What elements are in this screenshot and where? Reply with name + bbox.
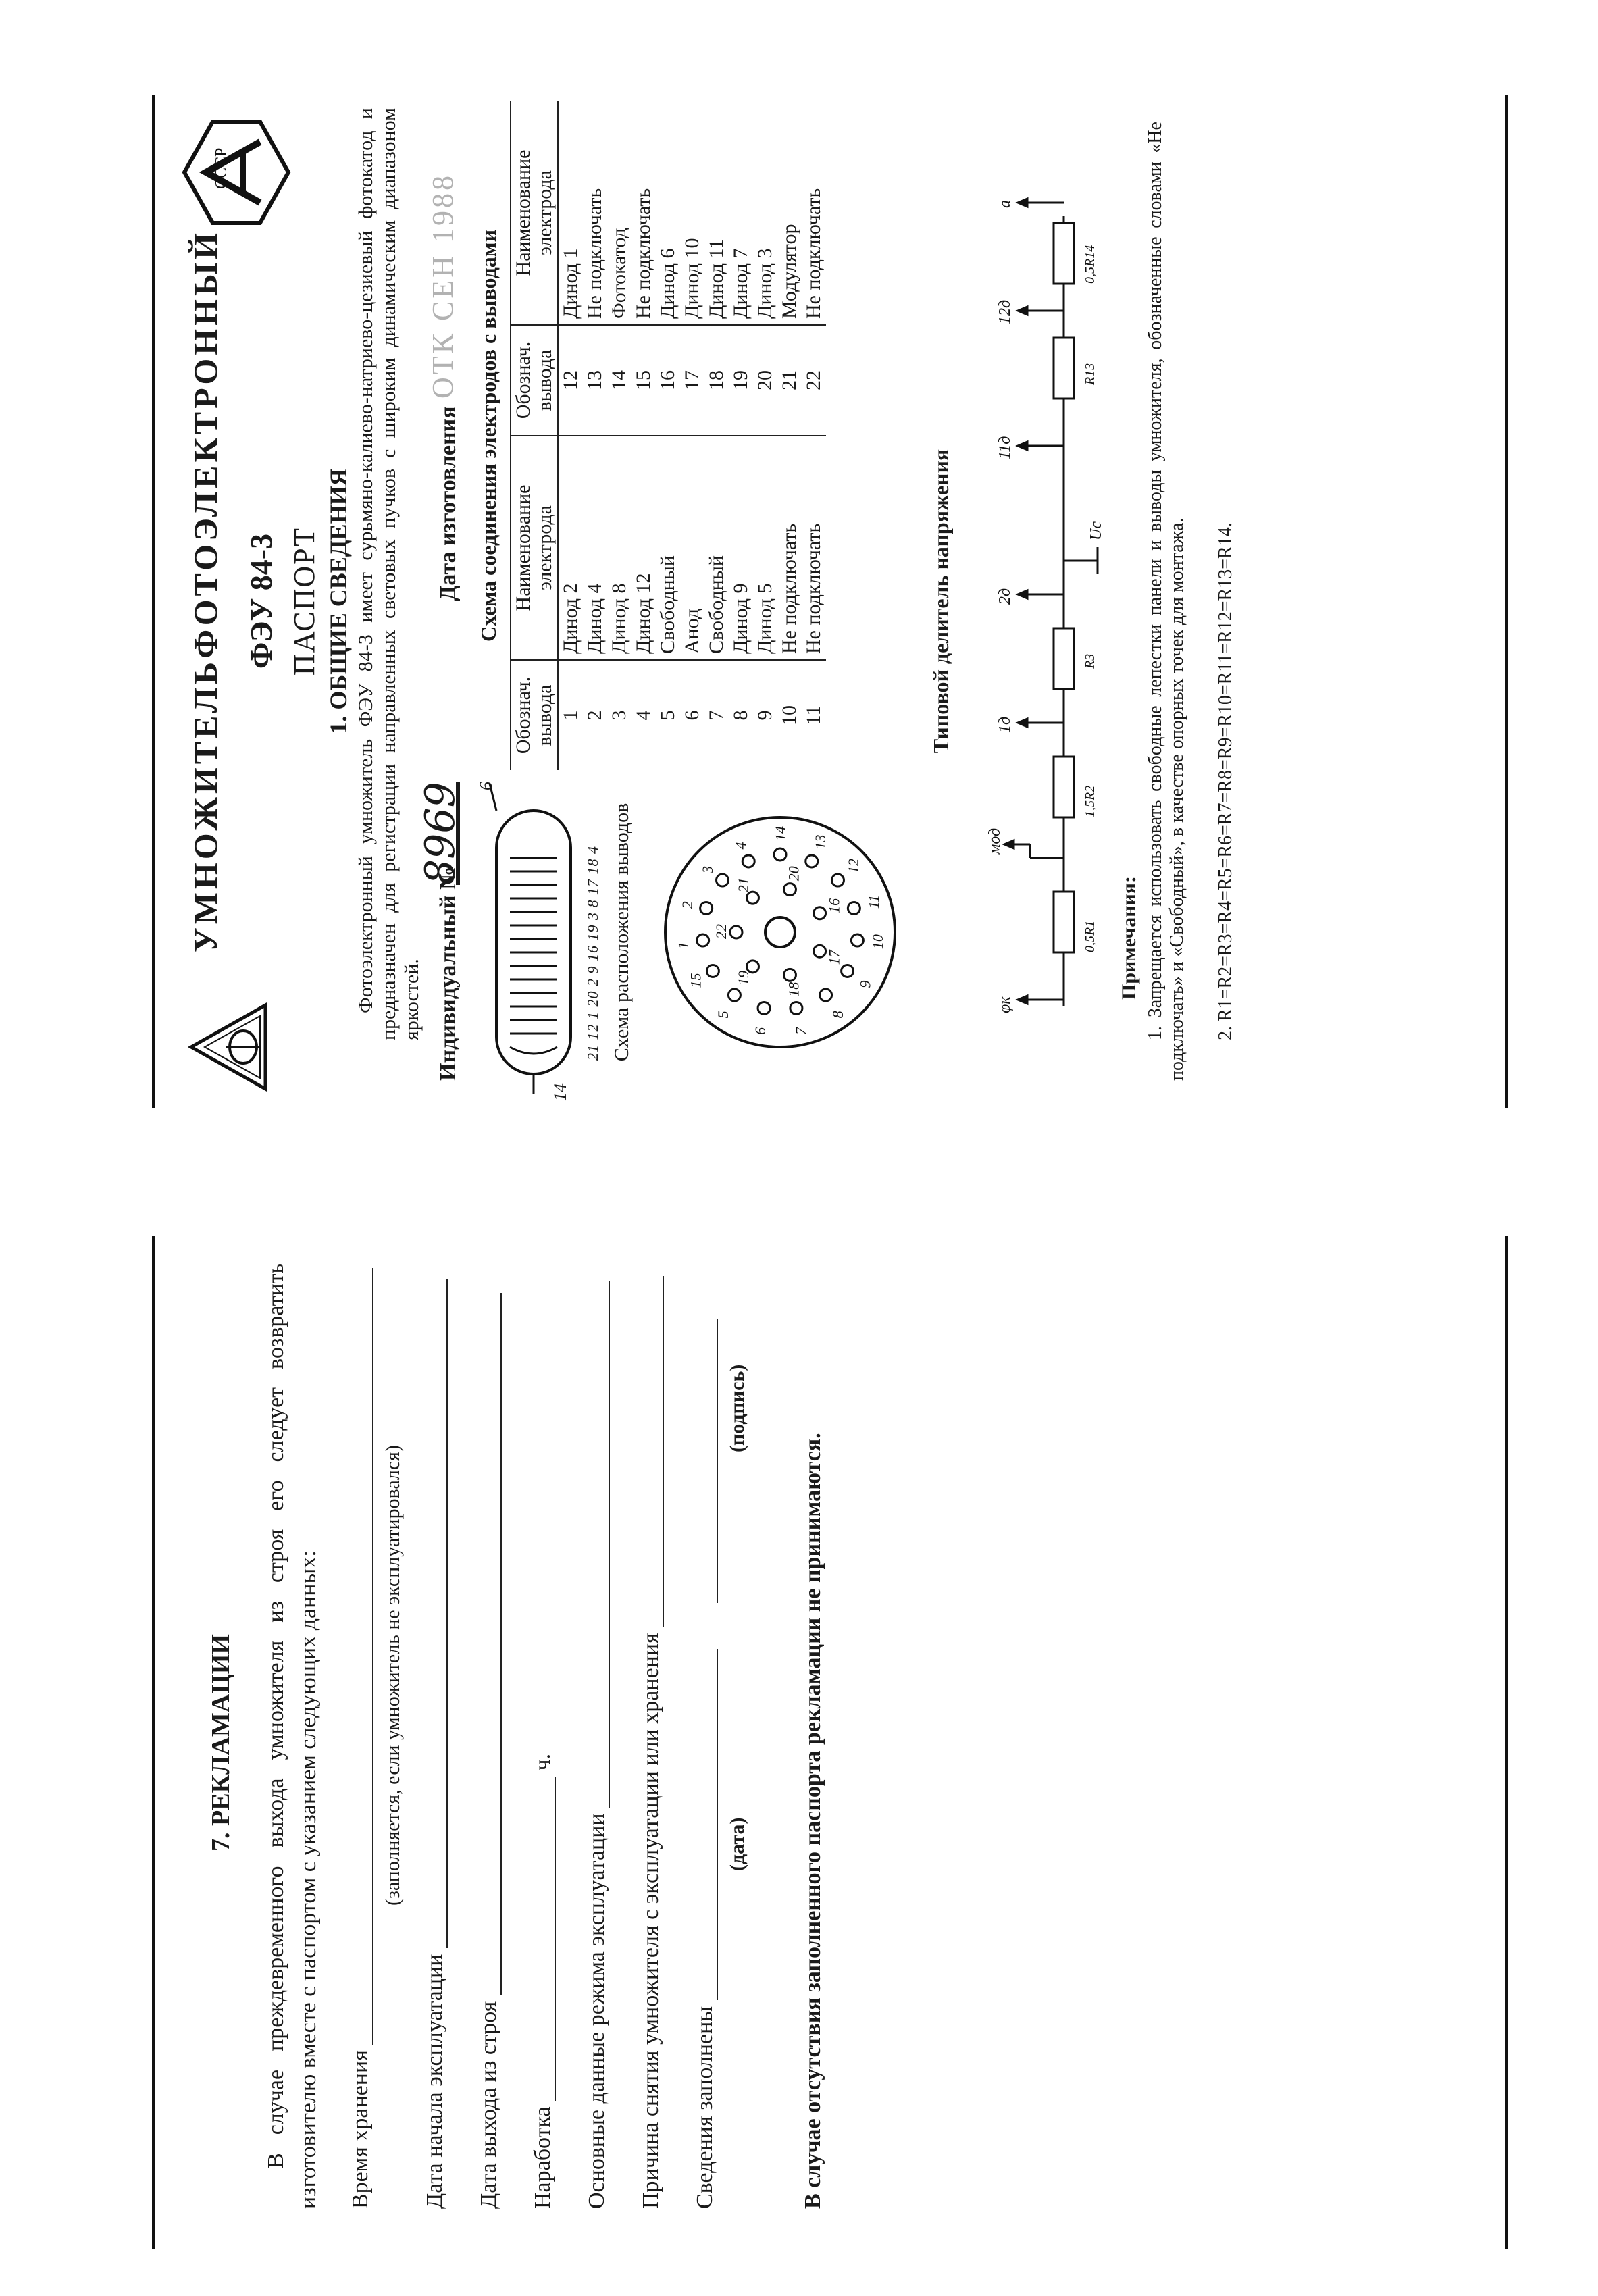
divider-title: Типовой делитель напряжения [929, 449, 953, 754]
socket-pin-label: 8 [829, 1011, 847, 1019]
filled-label: Сведения заполнены [692, 2006, 717, 2209]
electrode-name: Динод 7 [729, 101, 753, 325]
pin-number: 8 [729, 710, 752, 721]
socket-pin [783, 884, 796, 896]
divider-label-r13: R13 [1083, 363, 1098, 385]
divider-label-r2: 1,5R2 [1083, 785, 1098, 817]
start-line [422, 1250, 448, 2209]
socket-pin-label: 2 [679, 901, 696, 909]
socket-pin [820, 989, 832, 1001]
socket-pin-label: 10 [869, 934, 887, 950]
socket-texts [675, 826, 886, 1035]
table-row [753, 101, 777, 770]
socket-pin-label: 20 [785, 866, 802, 882]
electrode-name: Анод [680, 436, 704, 660]
pin-number: 2 [584, 710, 606, 721]
voltage-divider-diagram [962, 162, 1111, 1040]
header [172, 95, 348, 1108]
pin-number: 7 [705, 710, 727, 721]
resistor-13 [1054, 338, 1074, 399]
table-row [656, 101, 680, 770]
table-row [680, 101, 704, 770]
pin-number: 21 [777, 325, 802, 436]
pin-number: 22 [802, 325, 826, 436]
note-1: 1. Запрещается использовать свободные лепестки панели и выводы умножителя, обозначенные словами «Не подключать» и «Свободный», в качестве опорных точек для монтажа. [1145, 122, 1187, 1081]
reason-label: Причина снятия умножителя с эксплуатации или хранения [638, 1633, 663, 2209]
socket-pin [746, 892, 758, 904]
tube-left-label: 14 [550, 1083, 570, 1101]
socket-pin [730, 926, 742, 938]
ussr-badge-text: СССР [213, 147, 230, 189]
col-header-num-1: Обознач. вывода [511, 660, 558, 770]
electrode-name: Динод 12 [632, 436, 656, 660]
stamp: ОТК СЕН 1988 [426, 173, 459, 399]
socket-pin [848, 902, 860, 914]
filled-line [692, 1250, 718, 2209]
table-row [802, 101, 826, 770]
socket-pin-label: 7 [792, 1027, 810, 1035]
storage-label: Время хранения [348, 2050, 373, 2209]
electrode-name: Не подключать [802, 101, 826, 325]
socket-pin-label: 5 [714, 1011, 731, 1019]
electrode-name: Не подключать [802, 436, 826, 660]
hours-field[interactable] [530, 1777, 556, 2101]
model-name: ФЭУ 84-3 [244, 533, 278, 669]
filled-date-field[interactable] [692, 1649, 718, 2000]
pin-layout-title: Схема расположения выводов [611, 802, 633, 1062]
passport-page [152, 95, 1510, 1108]
socket-pin-label: 9 [856, 980, 874, 988]
socket-pin [790, 1002, 802, 1014]
general-text: Фотоэлектронный умножитель ФЭУ 84-3 имеет сурьмяно-калиево-натриево-цезиевый фотокатод и предназначен для регистрации направленных световых пучков с широким динамическим диапазоном яркостей. [355, 108, 423, 1040]
complaints-page [152, 1236, 1510, 2249]
pin-number: 18 [704, 325, 729, 436]
hours-line [530, 1250, 556, 2209]
frame-top [152, 95, 155, 1108]
table-row [632, 101, 656, 770]
socket-pin [814, 945, 826, 957]
reason-line [638, 1250, 664, 2209]
frame-top-2 [152, 1236, 155, 2249]
tube-right-label: 6 [476, 782, 496, 790]
electrode-name: Фотокатод [607, 101, 632, 325]
socket-pin [842, 965, 854, 977]
divider-label-d2: 2д [996, 588, 1014, 605]
divider-label-r3: R3 [1083, 653, 1098, 669]
socket-pin-label: 17 [825, 950, 843, 965]
complaints-warning: В случае отсутствия заполненного паспорта рекламации не принимаются. [800, 1433, 825, 2209]
table-row [704, 101, 729, 770]
start-label: Дата начала эксплуатации [422, 1954, 447, 2209]
reason-field[interactable] [638, 1276, 664, 1627]
socket-pin-label: 19 [735, 970, 752, 986]
socket-pin [717, 874, 729, 886]
electrode-name: Свободный [656, 436, 680, 660]
socket-pin-label: 13 [811, 834, 829, 850]
pin-number: 13 [583, 325, 607, 436]
divider-label-r14: 0,5R14 [1083, 245, 1098, 284]
pin-number: 5 [656, 710, 679, 721]
storage-line [348, 1250, 373, 2209]
pin-number: 6 [681, 710, 703, 721]
storage-note: (заполняется, если умножитель не эксплуатировался) [382, 1445, 404, 1906]
divider-label-r1: 0,5R1 [1083, 920, 1098, 952]
date-label: Дата изготовления [436, 406, 461, 601]
divider-label-d12: 12д [996, 299, 1014, 324]
electrode-name: Не подключать [583, 101, 607, 325]
sign-caption: (подпись) [726, 1364, 748, 1452]
electrode-name: Динод 2 [558, 436, 583, 660]
connection-title: Схема соединения электродов с выводами [476, 229, 500, 642]
socket-pin-label: 4 [732, 842, 750, 850]
divider-label-d11: 11д [996, 436, 1014, 459]
pin-number: 19 [729, 325, 753, 436]
hours-unit: ч. [530, 1753, 555, 1771]
mode-field[interactable] [584, 1281, 610, 1808]
doc-type: ПАСПОРТ [288, 526, 321, 676]
table-row [607, 101, 632, 770]
note-2: 2. R1=R2=R3=R4=R5=R6=R7=R8=R9=R10=R11=R12=R13=R14. [1215, 522, 1236, 1040]
pin-number: 12 [558, 325, 583, 436]
start-field[interactable] [422, 1279, 448, 1948]
pin-number: 16 [656, 325, 680, 436]
socket-pin [851, 934, 863, 946]
table-row [777, 101, 802, 770]
pin-number: 10 [778, 705, 800, 725]
electrode-name: Модулятор [777, 101, 802, 325]
resistor-2 [1054, 757, 1074, 817]
electrode-name: Не подключать [777, 436, 802, 660]
table-row [729, 101, 753, 770]
pin-number: 20 [753, 325, 777, 436]
table-row [558, 101, 583, 770]
socket-pin-label: 21 [735, 877, 752, 893]
connection-table [510, 101, 826, 770]
date-caption: (дата) [726, 1817, 748, 1871]
hours-label: Наработка [530, 2106, 555, 2209]
mode-label: Основные данные режима эксплуатации [584, 1813, 609, 2209]
socket-pin-label: 3 [699, 865, 717, 873]
socket-pin-label: 16 [825, 898, 843, 913]
socket-pin-label: 6 [751, 1027, 769, 1035]
socket-pin-label: 11 [865, 894, 882, 909]
socket-pin [831, 874, 844, 886]
resistor-1 [1054, 892, 1074, 952]
electrode-name: Динод 9 [729, 436, 753, 660]
col-header-name-1: Наименование электрода [511, 436, 558, 660]
socket-pin [814, 907, 826, 919]
header-word-1: УМНОЖИТЕЛЬ [186, 658, 224, 952]
divider-label-uc: Uс [1087, 521, 1105, 540]
frame-bottom-2 [1505, 1236, 1508, 2249]
socket-pin [697, 934, 709, 946]
mode-line [584, 1250, 610, 2209]
serial-value: 8969 [417, 782, 464, 885]
notes-title: Примечания: [1118, 875, 1140, 1000]
socket-diagram [659, 811, 902, 1054]
tube-diagram [483, 777, 584, 1094]
electrode-name: Не подключать [632, 101, 656, 325]
socket-pin [700, 902, 713, 914]
divider-label-cathode: φк [996, 996, 1014, 1013]
socket-pin-label: 1 [674, 942, 692, 950]
electrode-name: Динод 4 [583, 436, 607, 660]
failure-line [476, 1250, 502, 2209]
socket-pin [774, 848, 786, 861]
pin-number: 17 [680, 325, 704, 436]
connection-table-body [558, 101, 826, 770]
divider-label-anode: а [996, 200, 1014, 208]
resistor-3 [1054, 628, 1074, 689]
table-header-row [511, 101, 558, 770]
table-row [583, 101, 607, 770]
pin-number: 11 [802, 705, 825, 725]
pin-number: 4 [632, 710, 654, 721]
col-header-num-2: Обознач. вывода [511, 325, 558, 436]
electrode-name: Динод 8 [607, 436, 632, 660]
pin-number: 3 [608, 710, 630, 721]
pin-number: 1 [559, 710, 582, 721]
electrode-name: Динод 5 [753, 436, 777, 660]
divider-label-mod: мод [986, 827, 1004, 854]
socket-pin-label: 18 [785, 981, 802, 997]
socket-pin [758, 1002, 770, 1014]
complaints-title: 7. РЕКЛАМАЦИИ [207, 1634, 235, 1852]
pin-number: 15 [632, 325, 656, 436]
header-line-1 [186, 229, 225, 952]
connection-table-wrap [510, 101, 826, 770]
section1-title: 1. ОБЩИЕ СВЕДЕНИЯ [325, 468, 352, 734]
filled-sign-field[interactable] [692, 1319, 718, 1603]
pin-number: 9 [754, 710, 776, 721]
socket-pin [783, 969, 796, 981]
socket-pin-label: 12 [844, 858, 862, 873]
socket-pin [806, 855, 818, 867]
electrode-name: Свободный [704, 436, 729, 660]
header-word-2: ФОТОЭЛЕКТРОННЫЙ [186, 229, 224, 659]
tube-cathode-arc [510, 1047, 557, 1054]
socket-pin-label: 22 [713, 924, 729, 939]
electrode-name: Динод 1 [558, 101, 583, 325]
complaints-intro: В случае преждевременного выхода умножителя из строя его следует возвратить изготовителю вместе с паспортом с указанием следующих данных: [263, 1263, 321, 2209]
electrode-name: Динод 11 [704, 101, 729, 325]
socket-pin-label: 14 [772, 826, 789, 841]
frame-bottom [1505, 95, 1508, 1108]
electrode-name: Динод 6 [656, 101, 680, 325]
resistor-14 [1054, 223, 1074, 284]
socket-pin [728, 989, 740, 1001]
socket-pin [706, 965, 719, 977]
storage-field[interactable] [348, 1268, 373, 2045]
col-header-name-2: Наименование электрода [511, 101, 558, 325]
electrode-name: Динод 3 [753, 101, 777, 325]
failure-field[interactable] [476, 1293, 502, 1995]
tube-pin-labels: 21 12 1 20 2 9 16 19 3 8 17 18 4 [584, 846, 601, 1061]
serial-label: Индивидуальный № [436, 866, 461, 1081]
pin-number: 14 [607, 325, 632, 436]
socket-pin-label: 15 [687, 973, 704, 988]
divider-label-d1: 1д [996, 716, 1014, 733]
failure-label: Дата выхода из строя [476, 2001, 501, 2209]
electrode-name: Динод 10 [680, 101, 704, 325]
tube-dynodes [510, 858, 557, 1034]
socket-pin [742, 855, 754, 867]
